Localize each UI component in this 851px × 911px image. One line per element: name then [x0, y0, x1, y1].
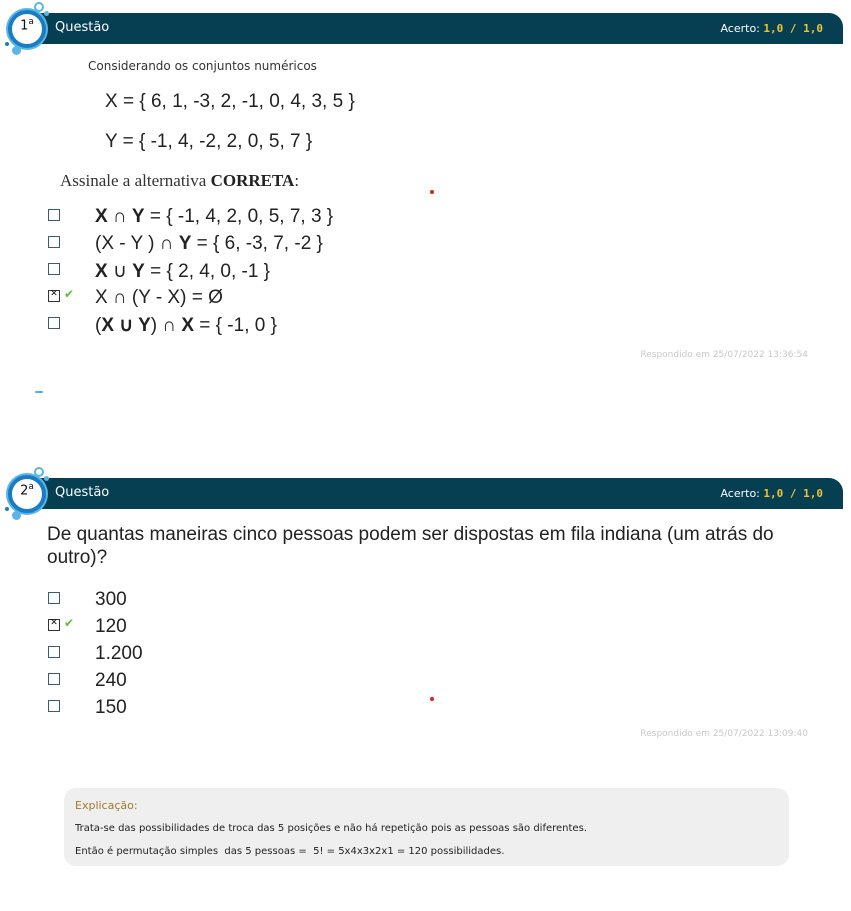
score-value: 1,0 / 1,0 [763, 487, 823, 500]
correct-check-icon: ✔ [64, 287, 75, 301]
option[interactable] [0, 670, 600, 694]
ordinal-indicator: a [28, 17, 34, 27]
option[interactable] [0, 314, 600, 338]
option-selected[interactable] [0, 616, 600, 640]
decorative-dash [35, 391, 43, 393]
correct-check-icon: ✔ [64, 616, 75, 630]
option[interactable] [0, 206, 600, 230]
score-label: Acerto: [720, 487, 760, 500]
option[interactable] [0, 260, 600, 284]
answered-timestamp: Respondido em 25/07/2022 13:09:40 [640, 729, 808, 739]
option-selected[interactable] [0, 287, 600, 311]
explanation-line-2: Então é permutação simples das 5 pessoas = 5! = 5x4x3x2x1 = 120 possibilidades. [75, 846, 505, 857]
question-intro: Considerando os conjuntos numéricos [88, 59, 317, 73]
set-x: X = { 6, 1, -3, 2, -1, 0, 4, 3, 5 } [105, 91, 355, 112]
checkbox[interactable] [48, 646, 60, 658]
option[interactable] [0, 643, 600, 667]
option-text: 300 [95, 589, 127, 610]
checkbox-checked[interactable] [48, 619, 60, 631]
checkbox[interactable] [48, 236, 60, 248]
option[interactable] [0, 233, 600, 257]
answered-timestamp: Respondido em 25/07/2022 13:36:54 [640, 350, 808, 360]
ordinal-indicator: a [28, 482, 34, 492]
question-number: 2 [20, 483, 29, 499]
option-text: 240 [95, 670, 127, 691]
cursor-dot [430, 697, 434, 701]
checkbox[interactable] [48, 592, 60, 604]
checkbox[interactable] [48, 209, 60, 221]
question-number-badge [4, 4, 50, 50]
option-text: X ∪ Y = { 2, 4, 0, -1 } [95, 261, 271, 282]
question-label: Questão [55, 485, 110, 500]
score-value: 1,0 / 1,0 [763, 22, 823, 35]
question-number: 1 [20, 18, 29, 34]
question-label: Questão [55, 20, 110, 35]
checkbox[interactable] [48, 673, 60, 685]
option-text: X ∩ Y = { -1, 4, 2, 0, 5, 7, 3 } [95, 206, 334, 227]
explanation-box [64, 788, 789, 866]
instruction: Assinale a alternativa CORRETA: [60, 171, 300, 190]
explanation-title: Explicação: [75, 799, 138, 812]
explanation-line-1: Trata-se das possibilidades de troca das 5 posições e não há repetição pois as pessoas são diferentes. [75, 823, 587, 834]
cursor-dot [430, 190, 434, 194]
score-label: Acerto: [720, 22, 760, 35]
checkbox[interactable] [48, 700, 60, 712]
checkbox-checked[interactable] [48, 290, 60, 302]
question-header [30, 478, 843, 509]
option-text: (X - Y ) ∩ Y = { 6, -3, 7, -2 } [95, 233, 323, 254]
score [720, 487, 823, 500]
set-y: Y = { -1, 4, -2, 2, 0, 5, 7 } [105, 131, 313, 152]
checkbox[interactable] [48, 317, 60, 329]
option-text: X ∩ (Y - X) = Ø [95, 287, 223, 308]
score [720, 22, 823, 35]
option-text: (X ∪ Y) ∩ X = { -1, 0 } [95, 315, 277, 336]
question-header [30, 13, 843, 44]
question-number-badge [4, 469, 50, 515]
question-text: De quantas maneiras cinco pessoas podem ser dispostas em fila indiana (um atrás do outro)? [47, 524, 774, 568]
option-text: 150 [95, 697, 127, 718]
option[interactable] [0, 697, 600, 721]
option[interactable] [0, 589, 600, 613]
checkbox[interactable] [48, 263, 60, 275]
option-text: 1.200 [95, 643, 143, 664]
option-text: 120 [95, 616, 127, 637]
